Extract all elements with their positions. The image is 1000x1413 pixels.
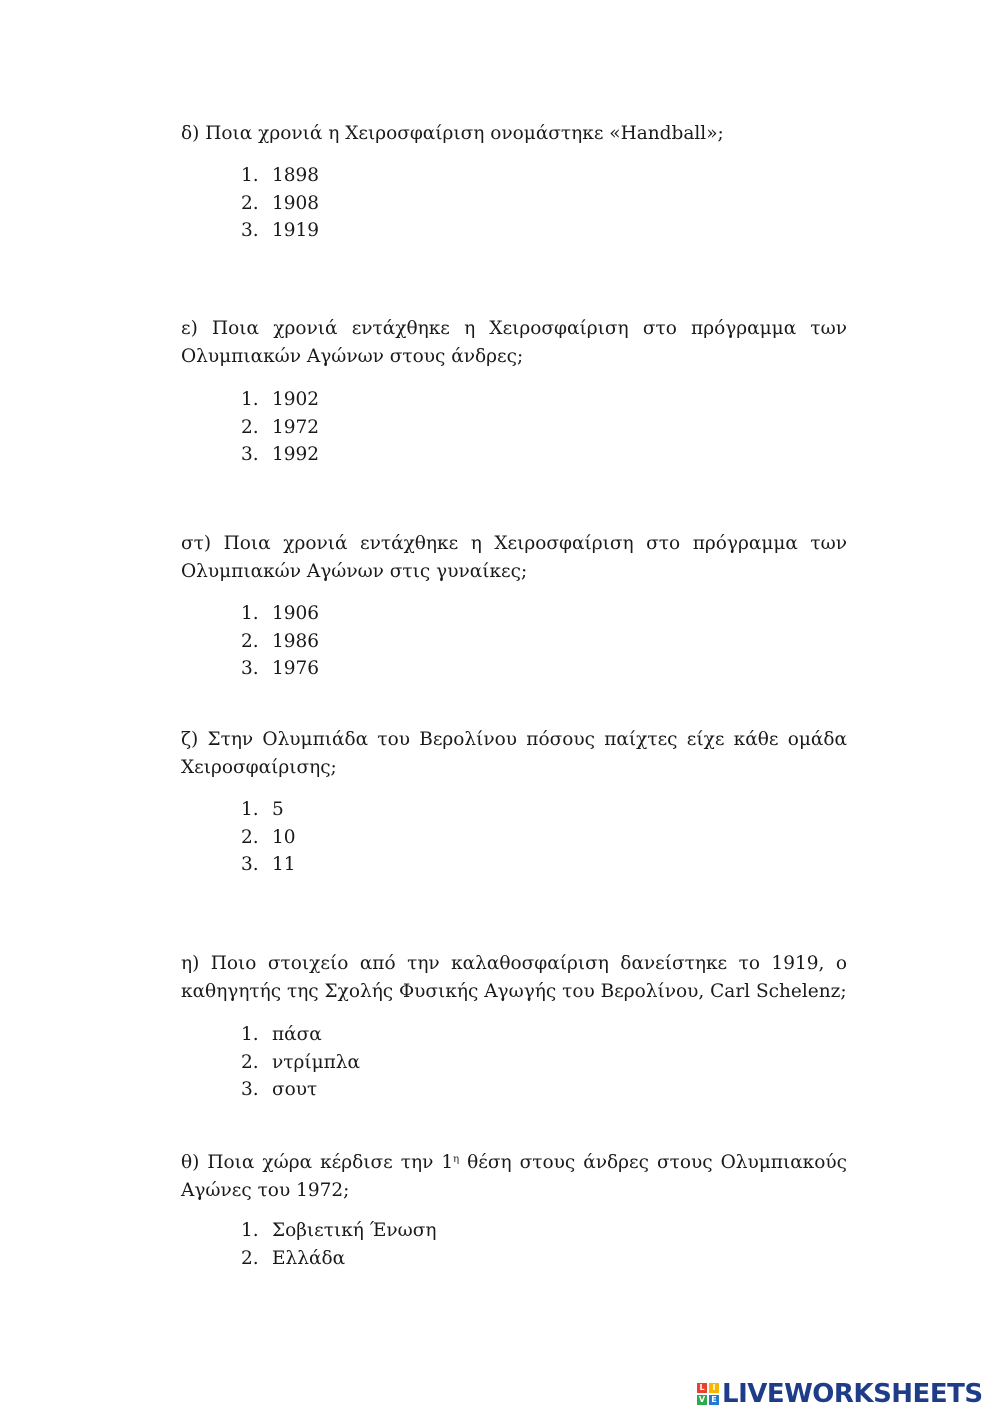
option-item[interactable]: 2. 1986 — [241, 630, 320, 652]
question-th — [181, 1146, 847, 1205]
option-item[interactable]: 1. 1898 — [241, 165, 320, 186]
question-st — [181, 530, 847, 586]
option-item[interactable]: 2. 1972 — [241, 416, 320, 438]
ordinal-superscript: η — [453, 1154, 460, 1165]
option-item[interactable]: 2. Ελλάδα — [241, 1247, 346, 1269]
option-item[interactable]: 3. 1919 — [241, 220, 320, 241]
question-d — [181, 120, 847, 148]
liveworksheets-logo[interactable] — [697, 1378, 983, 1410]
question-e — [181, 315, 847, 371]
question-text: η) Ποιο στοιχείο από την καλαθοσφαίριση δανείστηκε το 1919, ο καθηγητής της Σχολής Φυσικής Αγωγής του Βερολίνου, Carl Schelenz; — [181, 953, 847, 1002]
option-item[interactable]: 3. σουτ — [241, 1079, 318, 1100]
option-item[interactable]: 2. ντρίμπλα — [241, 1051, 361, 1073]
question-text: στ) Ποια χρονιά εντάχθηκε η Χειροσφαίριση στο πρόγραμμα των Ολυμπιακών Αγώνων στις γυναίκες; — [181, 533, 847, 582]
option-item[interactable]: 1. Σοβιετική Ένωση — [241, 1220, 437, 1241]
option-item[interactable]: 1. 1902 — [241, 389, 320, 410]
option-item[interactable]: 3. 11 — [241, 854, 296, 875]
logo-text: LIVEWORKSHEETS — [722, 1379, 983, 1409]
option-item[interactable]: 1. 5 — [241, 799, 284, 820]
option-item[interactable]: 2. 10 — [241, 826, 296, 848]
option-item[interactable]: 2. 1908 — [241, 192, 320, 214]
option-item[interactable]: 3. 1976 — [241, 658, 320, 679]
option-item[interactable]: 1. πάσα — [241, 1024, 322, 1045]
logo-mark-icon: L I V E — [697, 1383, 719, 1405]
question-text: ζ) Στην Ολυμπιάδα του Βερολίνου πόσους παίχτες είχε κάθε ομάδα Χειροσφαίρισης; — [181, 729, 847, 778]
question-text: ε) Ποια χρονιά εντάχθηκε η Χειροσφαίριση στο πρόγραμμα των Ολυμπιακών Αγώνων στους άνδρες; — [181, 318, 847, 367]
options-d — [241, 162, 319, 245]
question-i — [181, 950, 847, 1006]
option-item[interactable]: 3. 1992 — [241, 444, 320, 465]
options-i — [241, 1021, 360, 1104]
options-e — [241, 386, 319, 469]
question-text: θ) Ποια χώρα κέρδισε την $1^\eta$ θέση στους άνδρες στους Ολυμπιακούς Αγώνες του 1972; — [181, 1152, 847, 1201]
options-z — [241, 796, 296, 879]
option-item[interactable]: 1. 1906 — [241, 603, 320, 624]
options-th — [241, 1217, 436, 1272]
options-st — [241, 600, 319, 683]
question-z — [181, 726, 847, 782]
question-text: δ) Ποια χρονιά η Χειροσφαίριση ονομάστηκε «Handball»; — [181, 123, 724, 144]
